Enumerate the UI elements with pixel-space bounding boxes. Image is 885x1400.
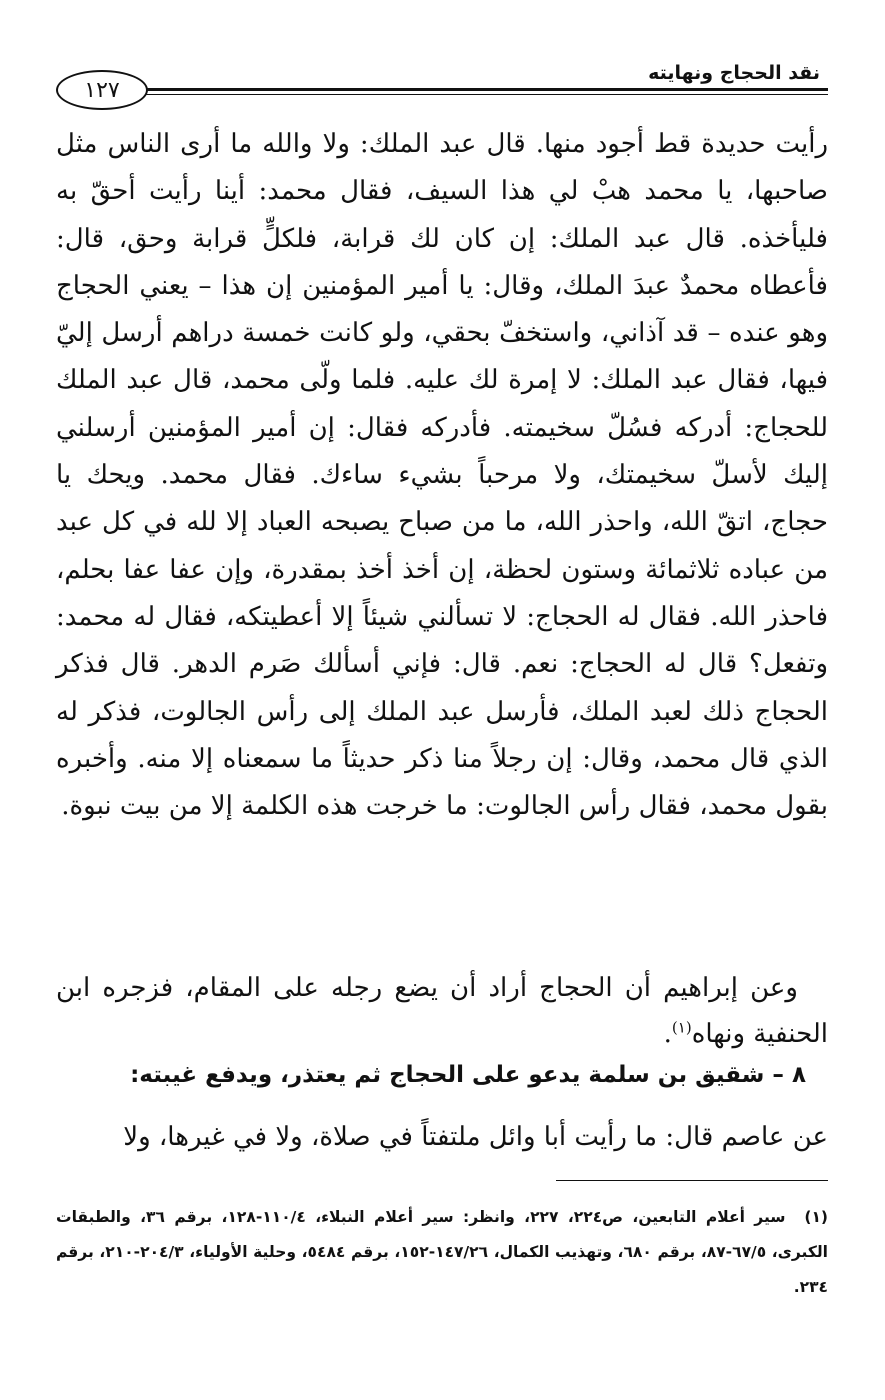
second-paragraph [56, 965, 828, 1057]
second-paragraph-text: وعن إبراهيم أن الحجاج أراد أن يضع رجله على المقام، فزجره ابن الحنفية ونهاه [56, 973, 828, 1049]
page-header [54, 58, 828, 108]
running-title: نقد الحجاج ونهايته [648, 62, 820, 84]
page-number: ١٢٧ [84, 77, 120, 103]
main-paragraph: رأيت حديدة قط أجود منها. قال عبد الملك: ولا والله ما أرى الناس مثل صاحبها، يا محمد هبْ لي هذا السيف، فقال محمد: أينا رأيت أحقّ به فليأخذه. قال عبد الملك: إن كان لك قرابة، فلكلٍّ قرابة وحق، قال: فأعطاه محمدٌ عبدَ الملك، وقال: يا أمير المؤمنين إن هذا – يعني الحجاج وهو عنده – قد آذاني، واستخفّ بحقي، ولو كانت خمسة دراهم أرسل إليّ فيها، فقال عبد الملك: لا إمرة لك عليه. فلما ولّى محمد، قال عبد الملك للحجاج: أدركه فسُلّ سخيمته. فأدركه فقال: إن أمير المؤمنين أرسلني إليك لأسلّ سخيمتك، ولا مرحباً بشيء ساءك. فقال محمد. ويحك يا حجاج، اتقّ الله، واحذر الله، ما من صباح يصبحه العباد إلا لله في كل عبد من عباده ثلاثمائة وستون لحظة، إن أخذ أخذ بمقدرة، وإن عفا عفا بحلم، فاحذر الله. فقال له الحجاج: لا تسألني شيئاً إلا أعطيتكه، فقال له محمد: وتفعل؟ قال له الحجاج: نعم. قال: فإني أسألك صَرم الدهر. قال فذكر الحجاج ذلك لعبد الملك، فأرسل عبد الملك إلى رأس الجالوت، فذكر له الذي قال محمد، وقال: إن رجلاً منا ذكر حديثاً ما سمعناه إلا منه. وأخبره بقول محمد، فقال رأس الجالوت: ما خرجت هذه الكلمة إلا من بيت نبوة. [56, 129, 828, 822]
third-paragraph: عن عاصم قال: ما رأيت أبا وائل ملتفتاً في صلاة، ولا في غيرها، ولا [123, 1122, 828, 1152]
second-paragraph-end: . [663, 1019, 672, 1049]
footnote-text: سير أعلام التابعين، ص٢٢٤، ٢٢٧، وانظر: سير أعلام النبلاء، ١١٠/٤-١٢٨، برقم ٣٦، والطبقات الكبرى، ٦٧/٥-٨٧، برقم ٦٨٠، وتهذيب الكمال، ١٤٧/٢٦-١٥٢، برقم ٥٤٨٤، وحلية الأولياء، ٢٠٤/٣-٢١٠، برقم ٢٣٤. [56, 1208, 828, 1296]
footnote-marker: (١) [804, 1208, 829, 1226]
page-number-badge [56, 70, 148, 110]
footnote [56, 1200, 828, 1305]
footnote-reference[interactable]: (١) [671, 1018, 692, 1037]
header-rule-thin [146, 94, 828, 95]
section-heading: ٨ – شقيق بن سلمة يدعو على الحجاج ثم يعتذر، ويدفع غيبته: [130, 1062, 806, 1088]
header-rule-thick [146, 88, 828, 91]
footnote-separator [556, 1180, 828, 1181]
